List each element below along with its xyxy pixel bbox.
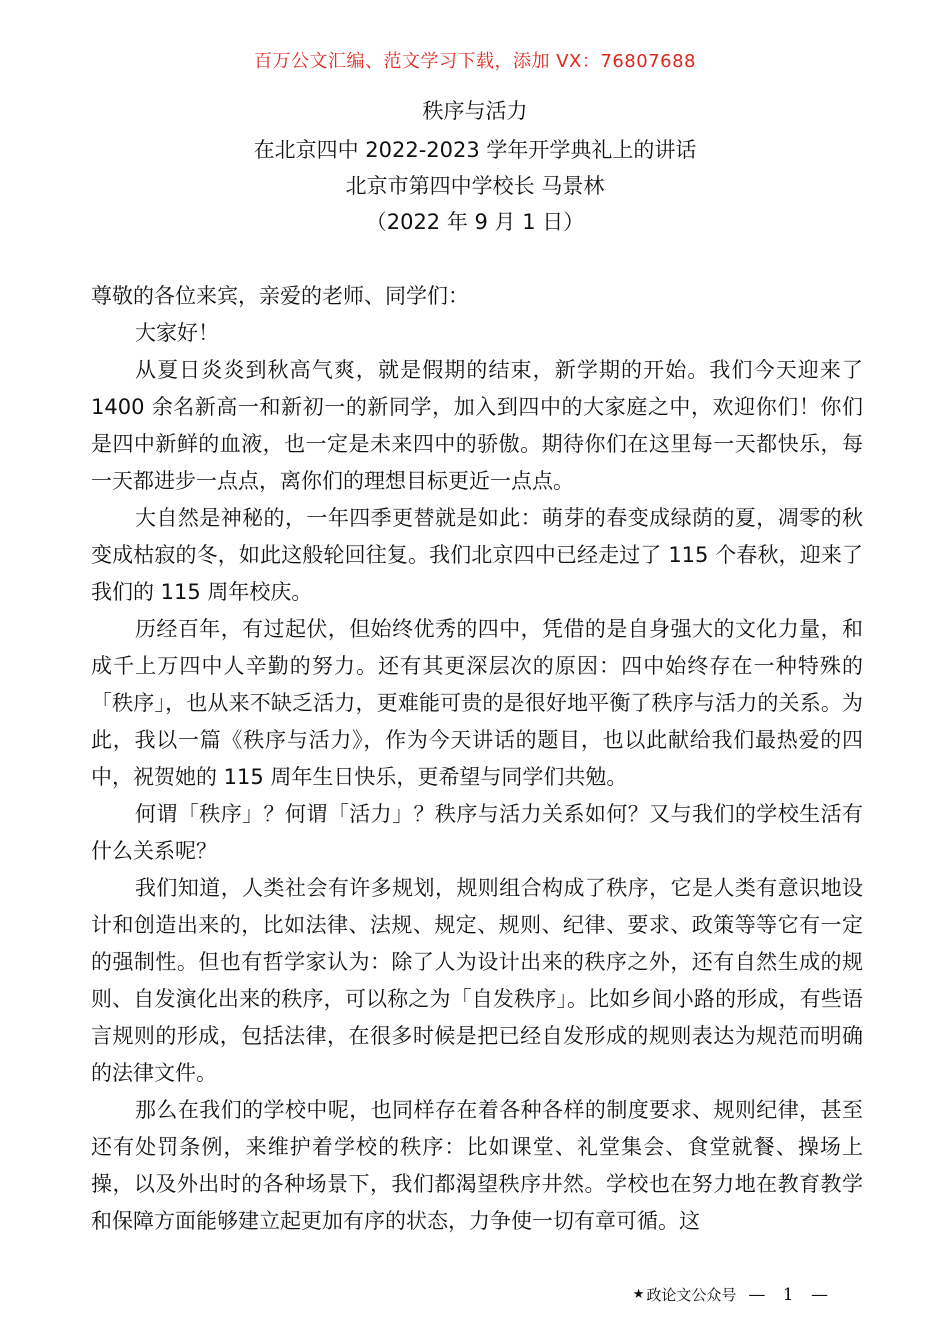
paragraph: 大家好！ [135,321,219,345]
paragraph: 从夏日炎炎到秋高气爽，就是假期的结束，新学期的开始。我们今天迎来了 1400 余名新高一和新初一的新同学，加入到四中的大家庭之中，欢迎你们！你们是四中新鲜的血液，也一定是未来四中的骄傲。期待你们在这里每一天都快乐，每一天都进步一点点，离你们的理想目标更近一点点。 [91,358,863,493]
banner-text: 百万公文汇编、范文学习下载，添加 VX：76807688 [254,51,696,72]
paragraph: 历经百年，有过起伏，但始终优秀的四中，凭借的是自身强大的文化力量，和成千上万四中人辛勤的努力。还有其更深层次的原因：四中始终存在一种特殊的「秩序」，也从来不缺乏活力，更难能可贵的是很好地平衡了秩序与活力的关系。为此，我以一篇《秩序与活力》，作为今天讲话的题目，也以此献给我们最热爱的四中，祝贺她的 115 周年生日快乐，更希望与同学们共勉。 [91,617,863,789]
page-footer [633,1284,834,1305]
page-number: — 1 — [748,1284,834,1305]
paragraph: 大自然是神秘的，一年四季更替就是如此：萌芽的春变成绿荫的夏，凋零的秋变成枯寂的冬，如此这般轮回往复。我们北京四中已经走过了 115 个春秋，迎来了我们的 115 周年校庆。 [91,506,863,604]
speech-subtitle: 在北京四中 2022-2023 学年开学典礼上的讲话 [253,138,697,162]
paragraph: 我们知道，人类社会有许多规划，规则组合构成了秩序，它是人类有意识地设计和创造出来的，比如法律、法规、规定、规则、纪律、要求、政策等等它有一定的强制性。但也有哲学家认为：除了人为设计出来的秩序之外，还有自然生成的规则、自发演化出来的秩序，可以称之为「自发秩序」。比如乡间小路的形成，有些语言规则的形成，包括法律，在很多时候是把已经自发形成的规则表达为规范而明确的法律文件。 [91,876,863,1085]
star-icon: ★ [632,1287,645,1302]
paragraph: 何谓「秩序」？何谓「活力」？秩序与活力关系如何？又与我们的学校生活有什么关系呢？ [91,802,863,863]
speech-date: （2022 年 9 月 1 日） [365,210,585,234]
speech-body [91,278,863,1240]
speech-author: 北京市第四中学校长 马景林 [345,174,605,198]
salutation: 尊敬的各位来宾，亲爱的老师、同学们： [91,284,469,308]
speech-title: 秩序与活力 [422,99,528,123]
footer-label: 政论文公众号 [646,1286,737,1304]
paragraph: 那么在我们的学校中呢，也同样存在着各种各样的制度要求、规则纪律，甚至还有处罚条例，来维护着学校的秩序：比如课堂、礼堂集会、食堂就餐、操场上操，以及外出时的各种场景下，我们都渴望秩序井然。学校也在努力地在教育教学和保障方面能够建立起更加有序的状态，力争使一切有章可循。这 [91,1098,863,1233]
